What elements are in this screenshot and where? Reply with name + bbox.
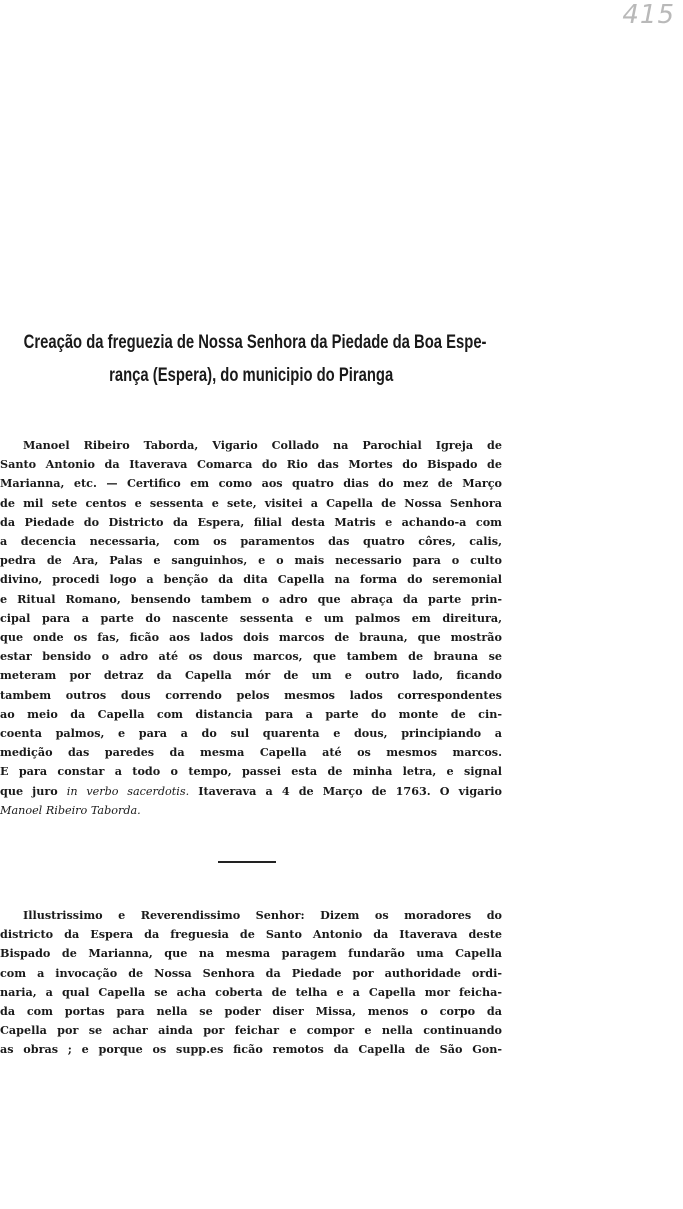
- certificate-paragraph: [0, 436, 502, 820]
- text-line: ao meio da Capella com distancia para a parte do monte de cin-: [0, 706, 502, 721]
- text-line: as obras ; e porque os supp.es ficão remotos da Capella de São Gon-: [0, 1042, 502, 1057]
- text-line: de mil sete centos e sessenta e sete, visitei a Capella de Nossa Senhora: [0, 495, 502, 510]
- text-line: a decencia necessaria, com os paramentos das quatro côres, calis,: [0, 534, 502, 549]
- text-line: que onde os fas, ficão aos lados dois marcos de brauna, que mostrão: [0, 630, 502, 645]
- text-line: cipal para a parte do nascente sessenta e um palmos em direitura,: [0, 610, 502, 625]
- title-line-1: Creação da freguezia de Nossa Senhora da Piedade da Boa Espe-: [23, 332, 487, 353]
- page-number: 415: [622, 0, 675, 30]
- text-line: Santo Antonio da Itaverava Comarca do Rio das Mortes do Bispado de: [0, 457, 502, 472]
- text-line: da Piedade do Districto da Espera, filial desta Matris e achando-a com: [0, 514, 502, 529]
- text-line: districto da Espera da freguesia de Santo Antonio da Itaverava deste: [0, 927, 502, 942]
- petition-paragraph: [0, 906, 502, 1060]
- document-title: [0, 326, 510, 392]
- text-fragment: Itaverava a 4 de Março de 1763. O vigario: [198, 783, 502, 798]
- text-line: Bispado de Marianna, que na mesma paragem fundarão uma Capella: [0, 946, 502, 961]
- text-line: E para constar a todo o tempo, passei esta de minha letra, e signal: [0, 764, 502, 779]
- text-line-with-italic: [0, 782, 502, 801]
- text-line: da com portas para nella se poder diser Missa, menos o corpo da: [0, 1004, 502, 1019]
- text-line: naria, a qual Capella se acha coberta de telha e a Capella mor feicha-: [0, 984, 502, 999]
- text-line: Manoel Ribeiro Taborda, Vigario Collado na Parochial Igreja de: [23, 438, 502, 452]
- text-line: pedra de Ara, Palas e sanguinhos, e o mais necessario para o culto: [0, 553, 502, 568]
- section-divider: [218, 861, 276, 863]
- text-line: Illustrissimo e Reverendissimo Senhor: Dizem os moradores do: [23, 908, 502, 922]
- italic-phrase: in verbo sacerdotis.: [66, 784, 190, 798]
- text-fragment: que juro: [0, 783, 58, 798]
- text-line: e Ritual Romano, bensendo tambem o adro que abraça da parte prin-: [0, 591, 502, 606]
- text-line: tambem outros dous correndo pelos mesmos lados correspondentes: [0, 687, 502, 702]
- text-line: divino, procedi logo a benção da dita Capella na forma do seremonial: [0, 572, 502, 587]
- text-line: Capella por se achar ainda por feichar e compor e nella continuando: [0, 1023, 502, 1038]
- text-line: com a invocação de Nossa Senhora da Piedade por authoridade ordi-: [0, 965, 502, 980]
- signature-line: [0, 801, 502, 820]
- text-line: Marianna, etc. — Certifico em como aos quatro dias do mez de Março: [0, 476, 502, 491]
- text-line: meteram por detraz da Capella mór de um e outro lado, ficando: [0, 668, 502, 683]
- signature-name: Manoel Ribeiro Taborda.: [0, 803, 141, 817]
- text-line: medição das paredes da mesma Capella até os mesmos marcos.: [0, 745, 502, 760]
- title-line-2: rança (Espera), do municipio do Piranga: [109, 365, 394, 386]
- text-line: coenta palmos, e para a do sul quarenta e dous, principiando a: [0, 726, 502, 741]
- text-line: estar bensido o adro até os dous marcos, que tambem de brauna se: [0, 649, 502, 664]
